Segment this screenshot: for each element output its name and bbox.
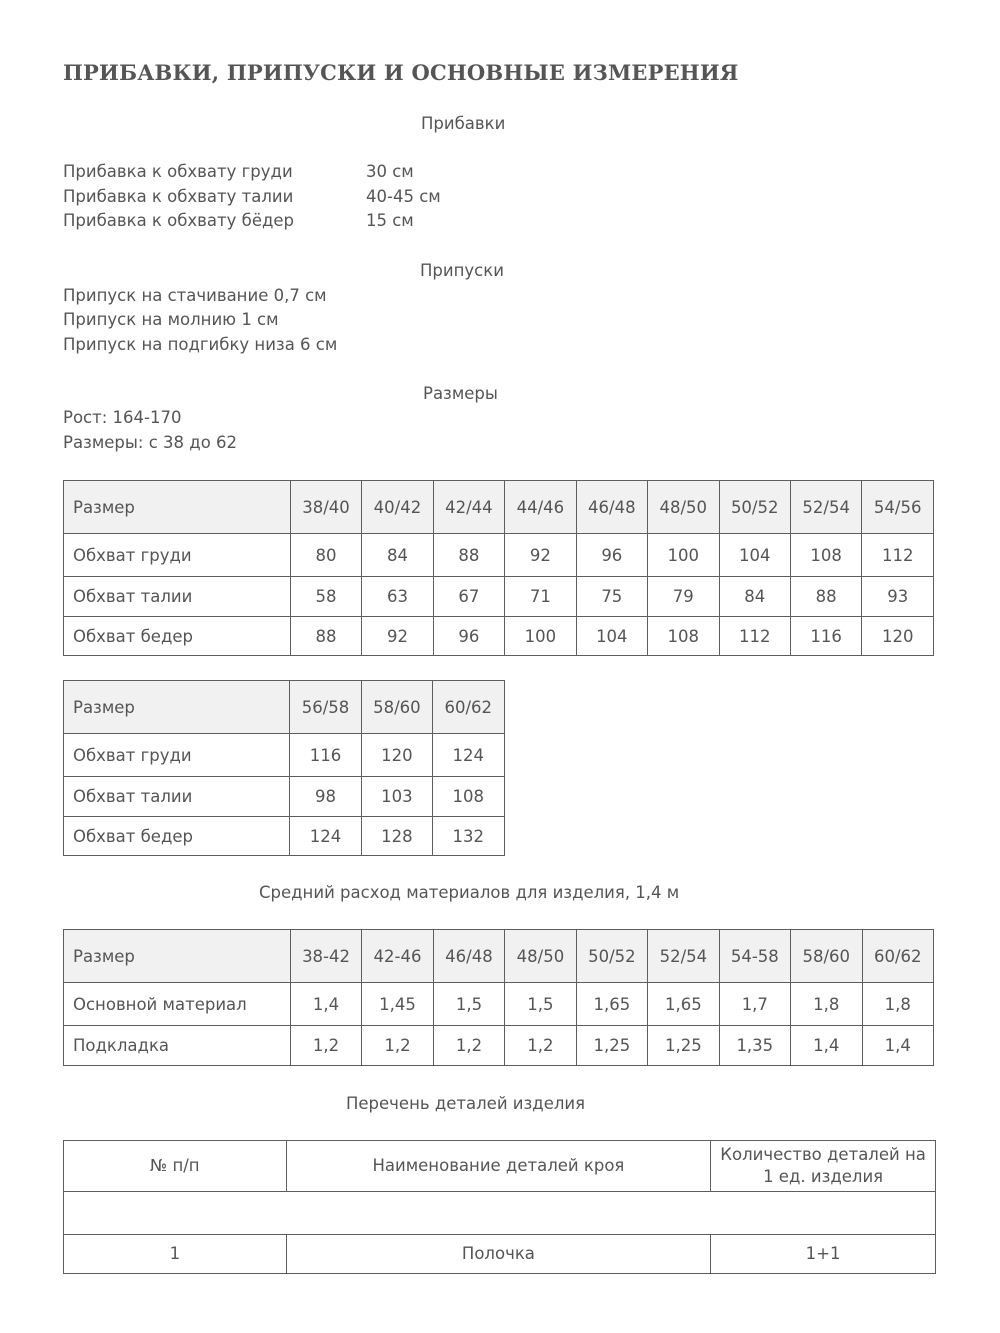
value-cell: 1,25 [648,1026,719,1066]
value-cell: 104 [719,534,790,577]
value-cell: 1,45 [362,983,433,1026]
row-label: Обхват бедер [64,817,290,856]
value-cell: 108 [433,777,504,817]
value-cell: 1,65 [648,983,719,1026]
value-cell: 92 [362,617,433,656]
value-cell: 96 [576,534,647,577]
table-header-row [64,1141,936,1192]
value-cell: 84 [719,577,790,617]
value-cell: 100 [648,534,719,577]
value-cell: 132 [433,817,504,856]
header-size-label: Размер [64,681,290,734]
table-row [64,617,934,656]
table-header-row [64,930,934,983]
header-size-label: Размер [64,930,291,983]
row-label: Обхват талии [64,577,291,617]
value-cell: 100 [505,617,576,656]
value-cell: 103 [361,777,432,817]
value-cell: 88 [790,577,861,617]
allowance-value-hips: 15 см [366,211,414,230]
value-cell: 124 [433,734,504,777]
header-quantity-line2: 1 ед. изделия [763,1167,884,1186]
value-cell: 84 [362,534,433,577]
value-cell: 93 [862,577,934,617]
empty-cell [64,1192,936,1235]
part-number: 1 [64,1235,287,1274]
row-label: Обхват бедер [64,617,291,656]
size-cell: 58/60 [361,681,432,734]
value-cell: 1,2 [290,1026,361,1066]
material-table [63,929,934,1066]
seam-item: Припуск на стачивание 0,7 см [63,286,327,305]
header-number: № п/п [64,1141,287,1192]
height-text: Рост: 164-170 [63,408,182,427]
value-cell: 1,7 [719,983,790,1026]
seam-item: Припуск на молнию 1 см [63,310,279,329]
value-cell: 58 [290,577,361,617]
value-cell: 112 [862,534,934,577]
value-cell: 124 [290,817,361,856]
table-header-row [64,681,505,734]
value-cell: 88 [290,617,361,656]
value-cell: 120 [361,734,432,777]
allowance-label-waist: Прибавка к обхвату талии [63,187,294,206]
size-cell: 54/56 [862,481,934,534]
row-label: Обхват талии [64,777,290,817]
value-cell: 128 [361,817,432,856]
sizes-heading: Размеры [423,384,498,403]
value-cell: 108 [648,617,719,656]
value-cell: 98 [290,777,361,817]
size-table-1 [63,480,934,656]
value-cell: 75 [576,577,647,617]
header-part-name: Наименование деталей кроя [286,1141,711,1192]
size-table-2 [63,680,505,856]
size-cell: 46/48 [576,481,647,534]
table-row [64,1026,934,1066]
empty-row [64,1192,936,1235]
value-cell: 104 [576,617,647,656]
part-name: Полочка [286,1235,711,1274]
allowance-label-hips: Прибавка к обхвату бёдер [63,211,294,230]
size-cell: 38-42 [290,930,361,983]
value-cell: 92 [505,534,576,577]
value-cell: 108 [790,534,861,577]
size-cell: 50/52 [719,481,790,534]
row-label: Подкладка [64,1026,291,1066]
row-label: Обхват груди [64,734,290,777]
value-cell: 96 [433,617,504,656]
header-size-label: Размер [64,481,291,534]
size-cell: 46/48 [433,930,504,983]
value-cell: 1,5 [433,983,504,1026]
table-header-row [64,481,934,534]
row-label: Обхват груди [64,534,291,577]
value-cell: 116 [290,734,361,777]
value-cell: 1,4 [862,1026,933,1066]
allowances-heading: Прибавки [421,114,506,133]
parts-table [63,1140,936,1274]
table-row [64,983,934,1026]
seams-heading: Припуски [420,261,504,280]
value-cell: 1,4 [290,983,361,1026]
size-cell: 42/44 [433,481,504,534]
page-title: ПРИБАВКИ, ПРИПУСКИ И ОСНОВНЫЕ ИЗМЕРЕНИЯ [63,60,739,85]
material-heading: Средний расход материалов для изделия, 1,4 м [259,883,680,902]
size-cell: 40/42 [362,481,433,534]
size-cell: 42-46 [362,930,433,983]
value-cell: 1,2 [362,1026,433,1066]
parts-heading: Перечень деталей изделия [346,1094,586,1113]
header-quantity-line1: Количество деталей на [720,1144,926,1164]
value-cell: 1,25 [576,1026,647,1066]
size-cell: 44/46 [505,481,576,534]
value-cell: 1,8 [791,983,862,1026]
value-cell: 1,5 [505,983,576,1026]
table-row [64,534,934,577]
value-cell: 112 [719,617,790,656]
table-row [64,1235,936,1274]
size-cell: 48/50 [505,930,576,983]
size-cell: 60/62 [862,930,933,983]
size-cell: 58/60 [791,930,862,983]
value-cell: 63 [362,577,433,617]
table-row [64,577,934,617]
size-cell: 52/54 [790,481,861,534]
value-cell: 1,8 [862,983,933,1026]
value-cell: 1,65 [576,983,647,1026]
size-range-text: Размеры: с 38 до 62 [63,433,238,452]
value-cell: 120 [862,617,934,656]
size-cell: 54-58 [719,930,790,983]
allowance-value-waist: 40-45 см [366,187,441,206]
table-row [64,734,505,777]
size-cell: 48/50 [648,481,719,534]
size-cell: 60/62 [433,681,504,734]
allowance-value-chest: 30 см [366,162,414,181]
value-cell: 1,35 [719,1026,790,1066]
seam-item: Припуск на подгибку низа 6 см [63,335,338,354]
header-quantity [711,1141,936,1192]
value-cell: 71 [505,577,576,617]
table-row [64,817,505,856]
value-cell: 1,2 [433,1026,504,1066]
value-cell: 1,2 [505,1026,576,1066]
value-cell: 80 [290,534,361,577]
value-cell: 88 [433,534,504,577]
size-cell: 50/52 [576,930,647,983]
part-quantity: 1+1 [711,1235,936,1274]
value-cell: 79 [648,577,719,617]
size-cell: 52/54 [648,930,719,983]
table-row [64,777,505,817]
allowance-label-chest: Прибавка к обхвату груди [63,162,293,181]
size-cell: 56/58 [290,681,361,734]
size-cell: 38/40 [290,481,361,534]
value-cell: 67 [433,577,504,617]
value-cell: 1,4 [791,1026,862,1066]
value-cell: 116 [790,617,861,656]
row-label: Основной материал [64,983,291,1026]
